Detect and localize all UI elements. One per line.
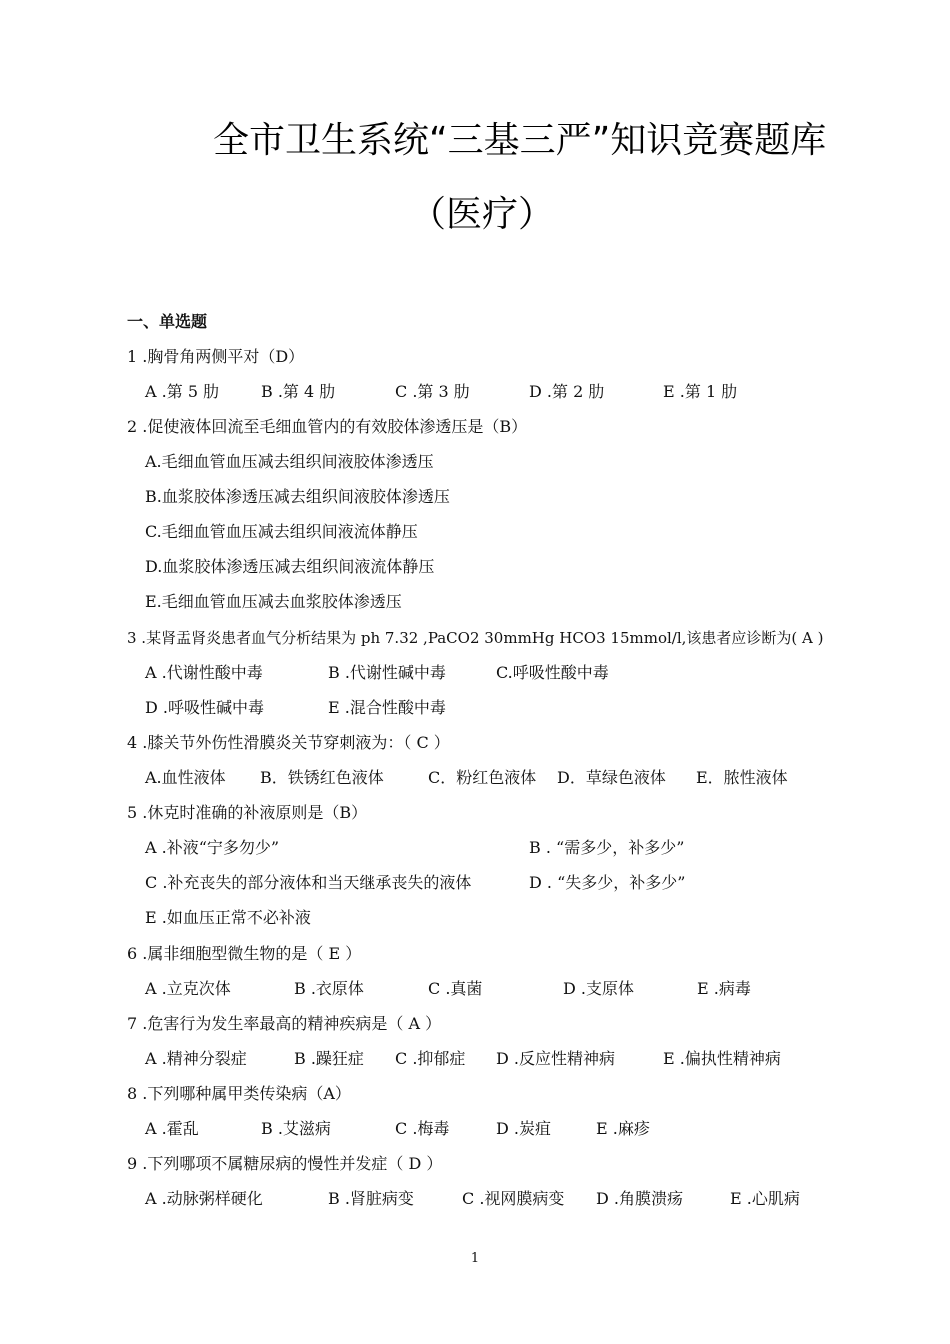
- question-2-option-d: D.血浆胶体渗透压减去组织间液流体静压: [145, 557, 435, 576]
- question-1-option-d: D .第 2 肋: [529, 382, 605, 401]
- question-3-option-a: A .代谢性酸中毒: [145, 663, 263, 682]
- question-stem-1: 1 .胸骨角两侧平对（D）: [127, 347, 305, 366]
- question-7-option-d: D .反应性精神病: [496, 1049, 616, 1068]
- question-2-option-a: A.毛细血管血压减去组织间液胶体渗透压: [145, 452, 434, 471]
- question-7-option-b: B .躁狂症: [294, 1049, 364, 1068]
- question-6-option-e: E .病毒: [697, 979, 751, 998]
- question-4-option-d: D．草绿色液体: [557, 768, 666, 787]
- question-9-option-a: A .动脉粥样硬化: [145, 1189, 263, 1208]
- question-6-option-c: C .真菌: [428, 979, 483, 998]
- question-2-option-c: C.毛细血管血压减去组织间液流体静压: [145, 522, 418, 541]
- question-4-option-b: B．铁锈红色液体: [260, 768, 384, 787]
- question-6-option-b: B .衣原体: [294, 979, 364, 998]
- question-stem-8: 8 .下列哪种属甲类传染病（A）: [127, 1084, 351, 1103]
- question-9-option-b: B .肾脏病变: [328, 1189, 414, 1208]
- question-5-option-e: E .如血压正常不必补液: [145, 908, 311, 927]
- section-heading: 一、单选题: [127, 312, 208, 331]
- question-9-option-c: C .视网膜病变: [462, 1189, 565, 1208]
- question-1-option-e: E .第 1 肋: [663, 382, 738, 401]
- question-1-option-c: C .第 3 肋: [395, 382, 470, 401]
- question-5-option-a: A .补液“宁多勿少”: [145, 838, 280, 857]
- question-2-option-e: E.毛细血管血压减去血浆胶体渗透压: [145, 592, 402, 611]
- question-7-option-e: E .偏执性精神病: [663, 1049, 781, 1068]
- question-8-option-e: E .麻疹: [596, 1119, 650, 1138]
- question-3-option-d: D .呼吸性碱中毒: [145, 698, 265, 717]
- question-stem-3: 3 .某肾盂肾炎患者血气分析结果为 ph 7.32 ,PaCO2 30mmHg HCO3 15mmol/l,该患者应诊断为( A ): [127, 629, 824, 647]
- question-stem-5: 5 .休克时准确的补液原则是（B）: [127, 803, 368, 822]
- question-6-option-a: A .立克次体: [145, 979, 231, 998]
- question-4-option-c: C．粉红色液体: [428, 768, 537, 787]
- question-5-option-d: D . “失多少，补多少”: [529, 873, 686, 892]
- question-3-option-c: C.呼吸性酸中毒: [496, 663, 609, 682]
- question-1-option-b: B .第 4 肋: [261, 382, 336, 401]
- question-stem-7: 7 .危害行为发生率最高的精神疾病是（ A ）: [127, 1014, 442, 1033]
- question-3-option-e: E .混合性酸中毒: [328, 698, 446, 717]
- question-stem-6: 6 .属非细胞型微生物的是（ E ）: [127, 944, 362, 963]
- question-7-option-c: C .抑郁症: [395, 1049, 466, 1068]
- question-4-option-e: E．脓性液体: [696, 768, 788, 787]
- question-3-option-b: B .代谢性碱中毒: [328, 663, 446, 682]
- question-8-option-a: A .霍乱: [145, 1119, 199, 1138]
- question-9-option-e: E .心肌病: [730, 1189, 800, 1208]
- question-2-option-b: B.血浆胶体渗透压减去组织间液胶体渗透压: [145, 487, 450, 506]
- question-8-option-b: B .艾滋病: [261, 1119, 331, 1138]
- question-1-option-a: A .第 5 肋: [145, 382, 220, 401]
- document-subtitle: （医疗）: [410, 194, 555, 235]
- question-5-option-b: B . “需多少，补多少”: [529, 838, 685, 857]
- question-9-option-d: D .角膜溃疡: [596, 1189, 684, 1208]
- question-7-option-a: A .精神分裂症: [145, 1049, 247, 1068]
- question-5-option-c: C .补充丧失的部分液体和当天继承丧失的液体: [145, 873, 472, 892]
- question-4-option-a: A.血性液体: [145, 768, 226, 787]
- question-8-option-c: C .梅毒: [395, 1119, 450, 1138]
- question-stem-2: 2 .促使液体回流至毛细血管内的有效胶体渗透压是（B）: [127, 417, 528, 436]
- page-number: 1: [470, 1251, 480, 1266]
- question-6-option-d: D .支原体: [563, 979, 635, 998]
- question-stem-9: 9 .下列哪项不属糖尿病的慢性并发症（ D ）: [127, 1154, 443, 1173]
- question-8-option-d: D .炭疽: [496, 1119, 552, 1138]
- document-title: 全市卫生系统“三基三严”知识竞赛题库: [213, 120, 827, 161]
- question-stem-4: 4 .膝关节外伤性滑膜炎关节穿刺液为：（ C ）: [127, 733, 450, 752]
